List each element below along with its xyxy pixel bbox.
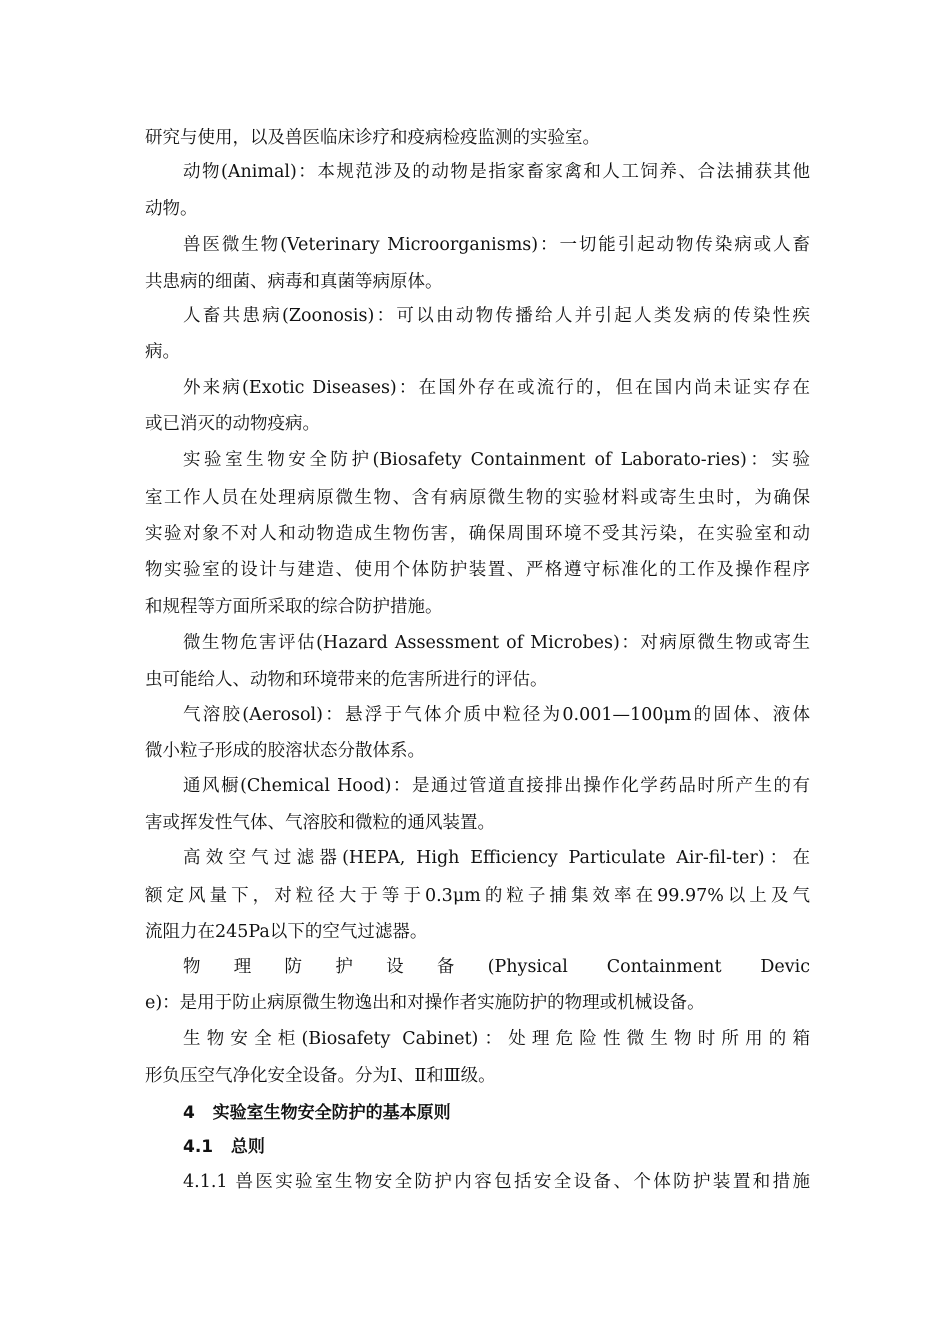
paragraph-line: 病。 [145, 342, 180, 362]
paragraph-line: 室工作人员在处理病原微生物、含有病原微生物的实验材料或寄生虫时，为确保 [145, 488, 810, 508]
definition-zoonosis: 人畜共患病(Zoonosis)：可以由动物传播给人并引起人类发病的传染性疾 [183, 306, 810, 326]
paragraph-line: 动物。 [145, 199, 198, 219]
subsection-heading-4-1: 4.1 总则 [183, 1137, 265, 1157]
definition-veterinary-microorganisms: 兽医微生物(Veterinary Microorganisms)：一切能引起动物传染病或人畜 [183, 235, 810, 255]
paragraph-line: 物实验室的设计与建造、使用个体防护装置、严格遵守标准化的工作及操作程序 [145, 560, 810, 580]
paragraph-line: 形负压空气净化安全设备。分为Ⅰ、Ⅱ和Ⅲ级。 [145, 1066, 496, 1086]
paragraph-line: 和规程等方面所采取的综合防护措施。 [145, 597, 443, 617]
definition-animal: 动物(Animal)：本规范涉及的动物是指家畜家禽和人工饲养、合法捕获其他 [183, 162, 810, 182]
definition-aerosol: 气溶胶(Aerosol)：悬浮于气体介质中粒径为0.001—100μm的固体、液体 [183, 705, 810, 725]
paragraph-line: 研究与使用，以及兽医临床诊疗和疫病检疫监测的实验室。 [145, 128, 600, 148]
definition-chemical-hood: 通风橱(Chemical Hood)：是通过管道直接排出操作化学药品时所产生的有 [183, 776, 810, 796]
paragraph-line: 实验对象不对人和动物造成生物伤害，确保周围环境不受其污染，在实验室和动 [145, 524, 810, 544]
paragraph-line: 或已消灭的动物疫病。 [145, 414, 320, 434]
paragraph-line: 共患病的细菌、病毒和真菌等病原体。 [145, 272, 443, 292]
paragraph-line: 流阻力在245Pa以下的空气过滤器。 [145, 922, 428, 942]
paragraph-line: 虫可能给人、动物和环境带来的危害所进行的评估。 [145, 670, 548, 690]
clause-4-1-1: 4.1.1 兽医实验室生物安全防护内容包括安全设备、个体防护装置和措施 [183, 1172, 810, 1192]
definition-hepa: 高效空气过滤器(HEPA, High Efficiency Particulate Air-fil-ter)：在 [183, 848, 810, 868]
definition-hazard-assessment: 微生物危害评估(Hazard Assessment of Microbes)：对病原微生物或寄生 [183, 633, 810, 653]
definition-biosafety-cabinet: 生物安全柜(Biosafety Cabinet)：处理危险性微生物时所用的箱 [183, 1029, 810, 1049]
paragraph-line: 害或挥发性气体、气溶胶和微粒的通风装置。 [145, 813, 495, 833]
paragraph-line: 额定风量下，对粒径大于等于0.3μm的粒子捕集效率在99.97%以上及气 [145, 886, 810, 906]
section-heading-4: 4 实验室生物安全防护的基本原则 [183, 1103, 451, 1123]
definition-exotic-diseases: 外来病(Exotic Diseases)：在国外存在或流行的，但在国内尚未证实存在 [183, 378, 810, 398]
definition-biosafety-containment: 实验室生物安全防护(Biosafety Containment of Laborato-ries)：实验 [183, 450, 810, 470]
definition-physical-containment: 物理防护设备(Physical Containment Devic [183, 957, 810, 977]
paragraph-line: 微小粒子形成的胶溶状态分散体系。 [145, 741, 425, 761]
paragraph-line: e)：是用于防止病原微生物逸出和对操作者实施防护的物理或机械设备。 [145, 993, 705, 1013]
